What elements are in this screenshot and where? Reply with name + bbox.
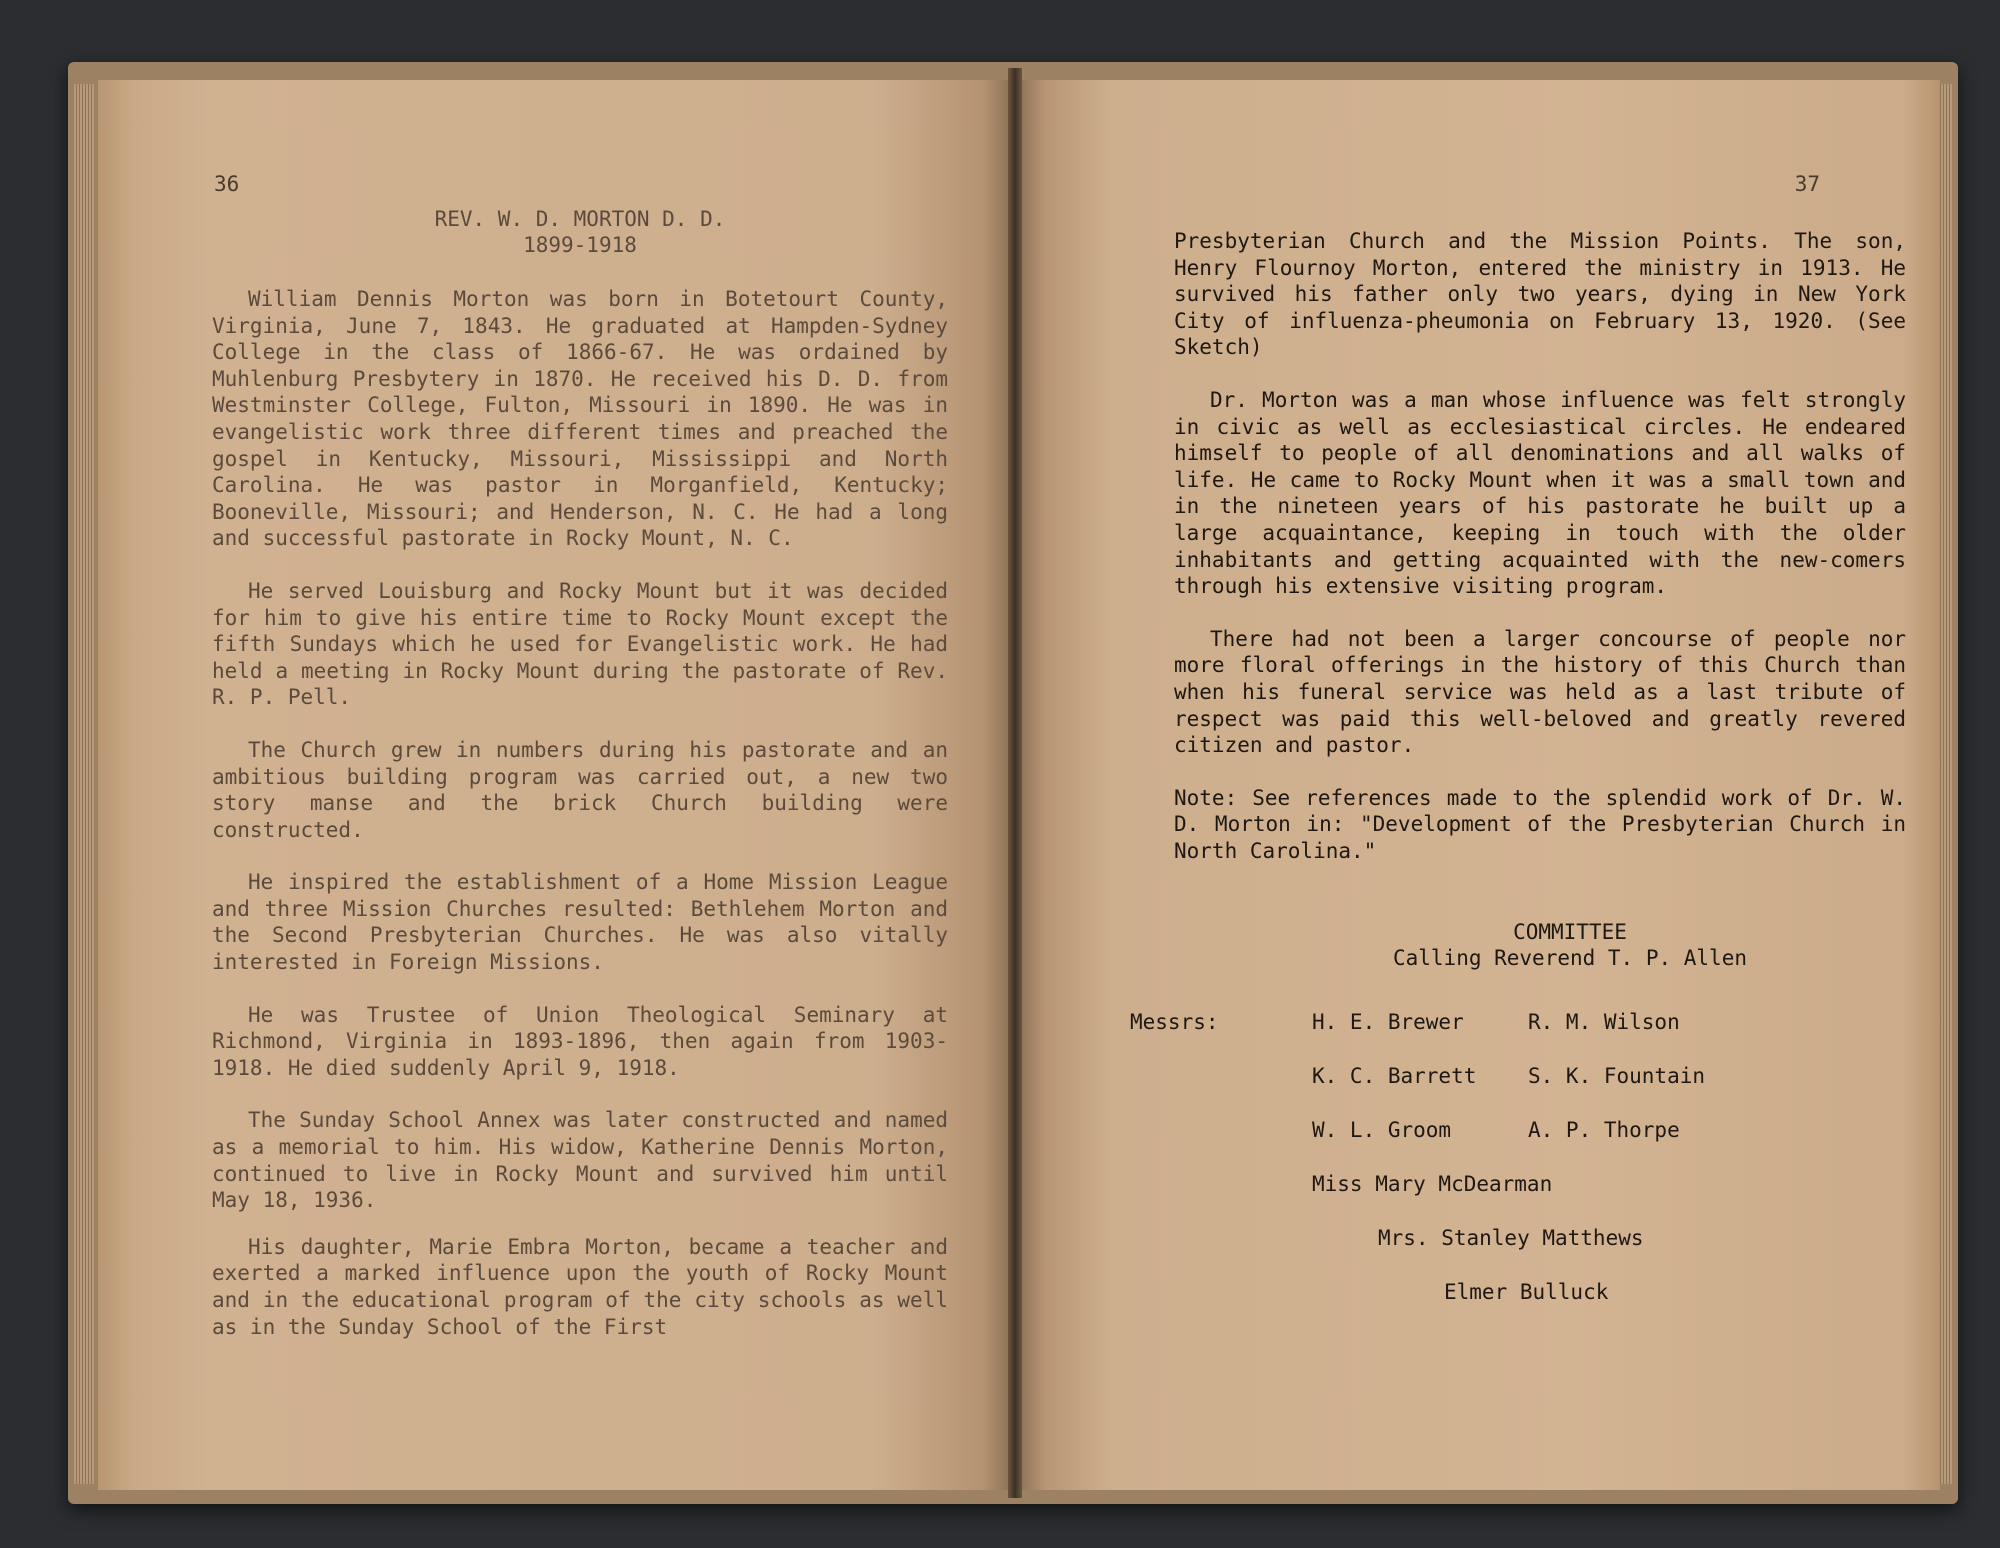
paragraph: Presbyterian Church and the Mission Points. The son, Henry Flournoy Morton, entered the ministry in 1913. He survived his father only two years, dying in New York City of influenza-pheumonia on February 13, 1920. (See Sketch) — [1174, 229, 1906, 360]
committee-member: K. C. Barrett — [1312, 1064, 1477, 1088]
committee-member: W. L. Groom — [1312, 1118, 1452, 1142]
book-spine-gutter — [1008, 68, 1022, 1498]
page-number-left: 36 — [214, 172, 240, 196]
right-page-text — [1174, 228, 1906, 864]
committee-member: Mrs. Stanley Matthews — [1378, 1226, 1644, 1250]
committee-member: R. M. Wilson — [1528, 1010, 1680, 1034]
left-page — [98, 80, 1010, 1490]
committee-member: Miss Mary McDearman — [1312, 1172, 1553, 1196]
page-title: REV. W. D. MORTON D. D. — [434, 207, 726, 231]
page-years: 1899-1918 — [523, 233, 637, 257]
committee-member: S. K. Fountain — [1528, 1064, 1706, 1088]
left-page-edges — [74, 84, 94, 1484]
paragraph: The Sunday School Annex was later constructed and named as a memorial to him. His widow, Katherine Dennis Morton, continued to live in Rocky Mount and survived him until May 18, 1936. — [212, 1108, 948, 1213]
paragraph: Dr. Morton was a man whose influence was felt strongly in civic as well as ecclesiastical circles. He endeared himself to people of all denominations and all walks of life. He came to Rocky Mount when it was a small town and in the nineteen years of his pastorate he built up a large acquaintance, keeping in touch with the older inhabitants and getting acquainted with the new-comers through his extensive visiting program. — [1174, 387, 1906, 599]
page-number-right: 37 — [1794, 172, 1820, 196]
paragraph: He served Louisburg and Rocky Mount but it was decided for him to give his entire time to Rocky Mount except the fifth Sundays which he used for Evangelistic work. He had held a meeting in Rocky Mount during the pastorate of Rev. R. P. Pell. — [212, 578, 948, 710]
paragraph: His daughter, Marie Embra Morton, became a teacher and exerted a marked influence upon the youth of Rocky Mount and in the educational program of the city schools as well as in the Sunday School of the First — [212, 1234, 948, 1339]
committee-block — [1130, 920, 1906, 1304]
paragraph: William Dennis Morton was born in Botetourt County, Virginia, June 7, 1843. He graduated at Hampden-Sydney College in the class of 1866-67. He was ordained by Muhlenburg Presbytery in 1870. He received his D. D. from Westminster College, Fulton, Missouri in 1890. He was in evangelistic work three different times and preached the gospel in Kentucky, Missouri, Mississippi and North Carolina. He was pastor in Morganfield, Kentucky; Booneville, Missouri; and Henderson, N. C. He had a long and successful pastorate in Rocky Mount, N. C. — [212, 287, 948, 551]
left-page-text — [212, 206, 948, 1340]
open-book — [68, 62, 1958, 1504]
committee-subheading: Calling Reverend T. P. Allen — [1392, 946, 1747, 970]
paragraph: He was Trustee of Union Theological Seminary at Richmond, Virginia in 1893-1896, then again from 1903-1918. He died suddenly April 9, 1918. — [212, 1002, 948, 1080]
paragraph: The Church grew in numbers during his pastorate and an ambitious building program was carried out, a new two story manse and the brick Church building were constructed. — [212, 737, 948, 842]
messrs-label: Messrs: — [1130, 1010, 1219, 1034]
committee-member: A. P. Thorpe — [1528, 1118, 1680, 1142]
right-page — [1018, 80, 1940, 1490]
paragraph: There had not been a larger concourse of people nor more floral offerings in the history of this Church than when his funeral service was held as a last tribute of respect was paid this well-beloved and greatly revered citizen and pastor. — [1174, 626, 1906, 758]
committee-member: H. E. Brewer — [1312, 1010, 1464, 1034]
note: Note: See references made to the splendid work of Dr. W. D. Morton in: "Development of the Presbyterian Church in North Carolina." — [1174, 785, 1906, 863]
committee-member: Elmer Bulluck — [1444, 1280, 1609, 1304]
committee-heading: COMMITTEE — [1513, 920, 1627, 944]
paragraph: He inspired the establishment of a Home Mission League and three Mission Churches resulted: Bethlehem Morton and the Second Presbyterian Churches. He was also vitally interested in Foreign Missions. — [212, 870, 948, 975]
